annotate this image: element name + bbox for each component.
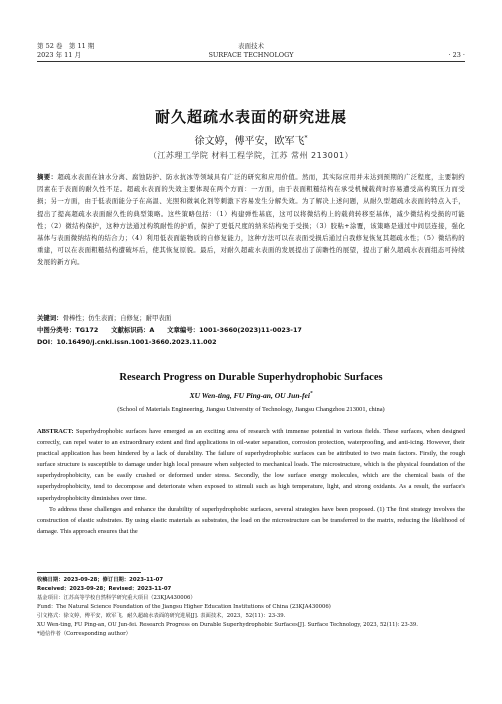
- abstract-en-paragraph-2: To address these challenges and enhance the durability of superhydrophobic surfaces, several strategies have been proposed. (1) The first strategy involves the construction of elastic substrates. By using elastic materials as substrates, the load on the microstructure can be transferred to the matrix, reducing the likelihood of damage. This approach ensures that the: [37, 505, 465, 535]
- keywords-cn-text: 骨棒性；仿生表面；自修复；耐甲表面: [62, 314, 172, 322]
- abstract-cn: [37, 171, 465, 269]
- article-title-cn: 耐久超疏水表面的研究进展: [154, 108, 347, 126]
- issue-date: 2023 年 11 月: [37, 51, 82, 59]
- affiliation-en: (School of Materials Engineering, Jiangsu University of Technology, Jiangsu Changzhou 213001, china): [117, 406, 385, 413]
- authors-en: [0, 391, 502, 400]
- keywords-cn-label: 关键词：: [37, 314, 63, 322]
- footnote-corresponding: *通信作者（Corresponding author）: [37, 631, 131, 637]
- document-code: 文献标识码：A: [111, 326, 155, 334]
- header-rule: [37, 61, 465, 62]
- footnote-citation-cn: 引文格式：徐文婷，傅平安，欧军飞．耐久超疏水表面的研究进展[J]. 表面技术，2023，52(11)：23-39.: [37, 613, 286, 619]
- journal-name-cn: 表面技术: [238, 42, 264, 50]
- clc-number: 中图分类号：TG172: [37, 326, 99, 334]
- authors-cn: [0, 132, 502, 147]
- footnote-received-en: [37, 585, 477, 593]
- article-number: 文章编号：1001-3660(2023)11-0023-17: [167, 326, 302, 334]
- classification-line: [37, 325, 477, 335]
- doi: DOI：10.16490/j.cnki.issn.1001-3660.2023.11.002: [37, 338, 217, 346]
- abstract-en: [37, 426, 465, 537]
- corresponding-mark-en: *: [309, 391, 313, 397]
- keywords-cn: [37, 313, 465, 323]
- footnote-fund-cn: 基金项目：江苏高等学校自然科学研究重大项目（23KJA430006）: [37, 595, 196, 601]
- footnote-citation-en: XU Wen-ting, FU Ping-an, OU Jun-fei. Research Progress on Durable Superhydrophobic Surfaces[J]. Surface Technology, 2023, 52(11): 23-39.: [37, 622, 418, 628]
- abstract-cn-text: 超疏水表面在油水分离、腐蚀防护、防水抗冰等领域具有广泛的研究和应用价值。然而，其实际应用并未达到预期的广泛程度，主要制约因素在于表面的耐久性不足。超疏水表面的失效主要体现在两个方面：一方面，由于表面粗糙结构在承受机械载荷时容易遭受高构筑压力而受损；另一方面，由于低表面能分子在高温、光照和微氧化剂等刺激下容易发生分解失效。为了解决上述问题，从耐久型超疏水表面的特点入手，提出了提高超疏水表面耐久性的典型策略。这些策略包括：（1）构建弹性基底，这可以将微结构上的载荷转移至基体，减少微结构受损的可能性；（2）微结构保护，这种方法通过构筑耐性的护盾，保护了更低尺度的纳米结构免于受损；（3）胶粘+涂覆，该策略是通过中间层连接，强化基体与表面微纳结构的结合力；（4）利用低表面能物质的自修复能力，这种方法可以在表面受损后通过自我修复恢复其超疏水性；（5）微结构的重建，可以在表面粗糙结构遭破坏后，使其恢复原貌。最后，对耐久超疏水表面的发展提出了前瞻性的展望，提出了耐久超疏水表面组态可持续发展的新方向。: [37, 173, 465, 267]
- received-date-en: Received：2023-09-28；Revised：2023-11-07: [37, 586, 172, 592]
- footnote-received-cn: [37, 576, 477, 584]
- footnote-fund-en: Fund：The Natural Science Foundation of the Jiangsu Higher Education Institutions of China (23KJA430006): [37, 604, 331, 610]
- volume-issue: 第 52 卷 第 11 期: [37, 42, 95, 50]
- author-names-en: XU Wen-ting, FU Ping-an, OU Jun-fei: [189, 391, 310, 400]
- footnote-rule: [37, 572, 141, 573]
- affiliation-cn: （江苏理工学院 材料工程学院，江苏 常州 213001）: [148, 151, 354, 160]
- corresponding-mark: *: [304, 134, 308, 142]
- page-number: · 23 ·: [448, 51, 465, 59]
- running-header-center: [0, 42, 502, 60]
- author-names-cn: 徐文婷，傅平安，欧军飞: [194, 136, 305, 147]
- abstract-cn-label: 摘要：: [37, 173, 58, 181]
- abstract-en-paragraph-1: [37, 426, 465, 504]
- received-date-cn: 收稿日期：2023-09-28；修订日期：2023-11-07: [37, 577, 164, 583]
- abstract-en-label: ABSTRACT:: [37, 428, 74, 435]
- article-title-en: Research Progress on Durable Superhydrophobic Surfaces: [119, 372, 383, 383]
- abstract-en-text-1: Superhydrophobic surfaces have emerged as an exciting area of research with immense potential in various fields. These surfaces, when designed correctly, can repel water to an extraordinary extent and find applications in oil-water separation, corrosion protection, waterproofing, and anti-icing. However, their practical application has been hindered by a lack of durability. The failure of superhydrophobic surfaces can be attributed to two main factors. Firstly, the rough surface structure is susceptible to damage under high local pressure when subjected to mechanical loads. The microstructure, which is the physical foundation of the superhydrophobicity, can be easily crushed or deformed under stress. Secondly, the low surface energy molecules, which are the chemical basis of the superhydrophobicity, tend to decompose and deteriorate when exposed to stimuli such as high temperature, light, and strong oxidants. As a result, the surface's superhydrophobicity diminishes over time.: [37, 428, 465, 502]
- journal-name-en: SURFACE TECHNOLOGY: [208, 51, 294, 59]
